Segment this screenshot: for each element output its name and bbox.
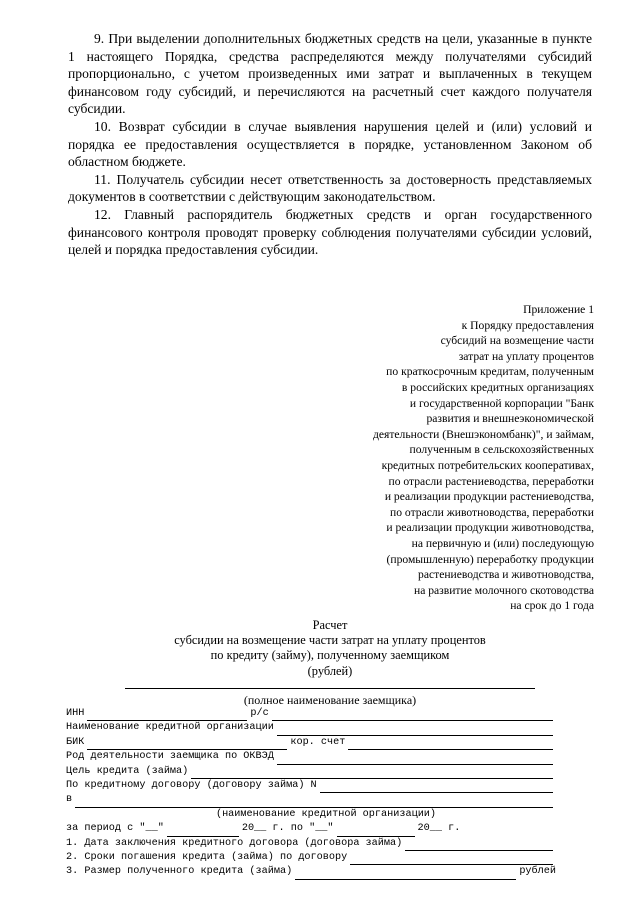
form-row-period [66, 822, 556, 836]
item2-label: 2. Сроки погашения кредита (займа) по договору [66, 851, 348, 863]
appendix-line: развития и внешнеэкономической [426, 412, 594, 426]
appendix-line: по отрасли растениеводства, переработки [388, 474, 594, 488]
okved-field[interactable] [277, 753, 553, 765]
contract-label: По кредитному договору (договору займа) N [66, 779, 317, 791]
purpose-label: Цель кредита (займа) [66, 765, 189, 777]
inn-label: ИНН [66, 707, 85, 719]
appendix-line: в российских кредитных организациях [401, 380, 594, 394]
form-row-bank [66, 793, 556, 807]
calculation-title [0, 618, 640, 679]
appendix-line: на развитие молочного скотоводства [413, 583, 594, 597]
calc-units: (рублей) [307, 663, 353, 678]
paragraph-11: 11. Получатель субсидии несет ответственность за достоверность представляемых документов в соответствии с действующим законодательством. [68, 171, 592, 205]
purpose-field[interactable] [191, 767, 553, 779]
appendix-line: Приложение 1 [523, 303, 594, 316]
calc-heading: Расчет [312, 618, 348, 632]
appendix-line: субсидий на возмещение части [440, 334, 594, 348]
form-row-bik [66, 736, 556, 750]
in-label: в [66, 794, 73, 806]
okved-label: Род деятельности заемщика по ОКВЭД [66, 751, 274, 763]
appendix-line: (промышленную) переработку продукции [386, 552, 594, 566]
form-row-purpose [66, 765, 556, 779]
corr-account-field[interactable] [348, 738, 553, 750]
appendix-line: по краткосрочным кредитам, полученным [386, 365, 594, 379]
period-from-month-field[interactable] [167, 825, 239, 837]
form-row-contract [66, 779, 556, 793]
appendix-line: на первичную и (или) последующую [411, 536, 594, 550]
calc-subtitle-1: субсидии на возмещение части затрат на уплату процентов [174, 633, 486, 648]
appendix-line: полученным в сельскохозяйственных [409, 443, 594, 457]
form-row-item2 [66, 851, 556, 865]
repayment-terms-field[interactable] [350, 853, 553, 865]
appendix-line: на срок до 1 года [510, 599, 594, 613]
borrower-caption: (полное наименование заемщика) [243, 693, 417, 707]
contract-number-field[interactable] [320, 781, 553, 793]
period-from-label: за период с "__" [66, 823, 164, 835]
contract-date-field[interactable] [405, 839, 553, 851]
appendix-line: и реализации продукции животноводства, [386, 521, 594, 535]
form-row-okved [66, 750, 556, 764]
paragraph-9: 9. При выделении дополнительных бюджетных средств на цели, указанные в пункте 1 настоящего Порядка, средства распределяются между получателями субсидий пропорционально, с учетом произведенных ими затрат и выплаченных в текущем финансовом году субсидий, и перечисляются на расчетный счет каждого получателя субсидии. [68, 31, 592, 117]
org-caption-row [66, 808, 556, 822]
appendix-line: растениеводства и животноводства, [418, 568, 594, 582]
form-row-credit-org [66, 721, 556, 735]
corr-account-label: кор. счет [290, 736, 346, 748]
period-to-month-field[interactable] [337, 825, 415, 837]
form-row-item3 [66, 865, 556, 879]
appendix-line: и реализации продукции растениеводства, [384, 490, 594, 504]
form-row-item1 [66, 837, 556, 851]
appendix-line: кредитных потребительских кооперативах, [381, 458, 594, 472]
account-field[interactable] [272, 709, 553, 721]
bik-field[interactable] [87, 738, 287, 750]
appendix-line: деятельности (Внешэкономбанк)", и займам, [372, 427, 594, 441]
borrower-name-field[interactable] [125, 688, 535, 689]
rub-label: рублей [519, 866, 556, 878]
loan-amount-field[interactable] [295, 868, 516, 880]
bik-label: БИК [66, 736, 85, 748]
account-label: р/с [250, 707, 269, 719]
paragraph-12: 12. Главный распорядитель бюджетных средств и орган государственного финансового контроля проводят проверку соблюдения получателями субсидии условий, целей и порядка предоставления субсидии. [68, 206, 592, 258]
credit-org-label: Наименование кредитной организации [66, 722, 274, 734]
calc-subtitle-2: по кредиту (займу), полученному заемщиком [210, 648, 450, 663]
appendix-line: к Порядку предоставления [461, 318, 594, 332]
inn-field[interactable] [87, 709, 247, 721]
paragraph-10: 10. Возврат субсидии в случае выявления нарушения целей и (или) условий и порядка ее предоставления осуществляется в порядке, установленном Законом об областном бюджете. [68, 118, 592, 170]
appendix-line: по отрасли животноводства, переработки [390, 505, 594, 519]
bank-name-field[interactable] [75, 796, 553, 808]
form-row-inn [66, 707, 556, 721]
credit-org-field[interactable] [277, 724, 553, 736]
period-year2-label: 20__ г. [417, 823, 461, 835]
calculation-form [66, 707, 556, 880]
appendix-line: затрат на уплату процентов [458, 349, 594, 363]
period-year1-label: 20__ г. по "__" [241, 823, 334, 835]
item3-label: 3. Размер полученного кредита (займа) [66, 866, 293, 878]
appendix-line: и государственной корпорации "Банк [409, 396, 594, 410]
appendix-header [294, 302, 594, 614]
org-caption: (наименование кредитной организации) [215, 808, 437, 820]
regulation-paragraphs [68, 30, 592, 259]
item1-label: 1. Дата заключения кредитного договора (договора займа) [66, 837, 403, 849]
